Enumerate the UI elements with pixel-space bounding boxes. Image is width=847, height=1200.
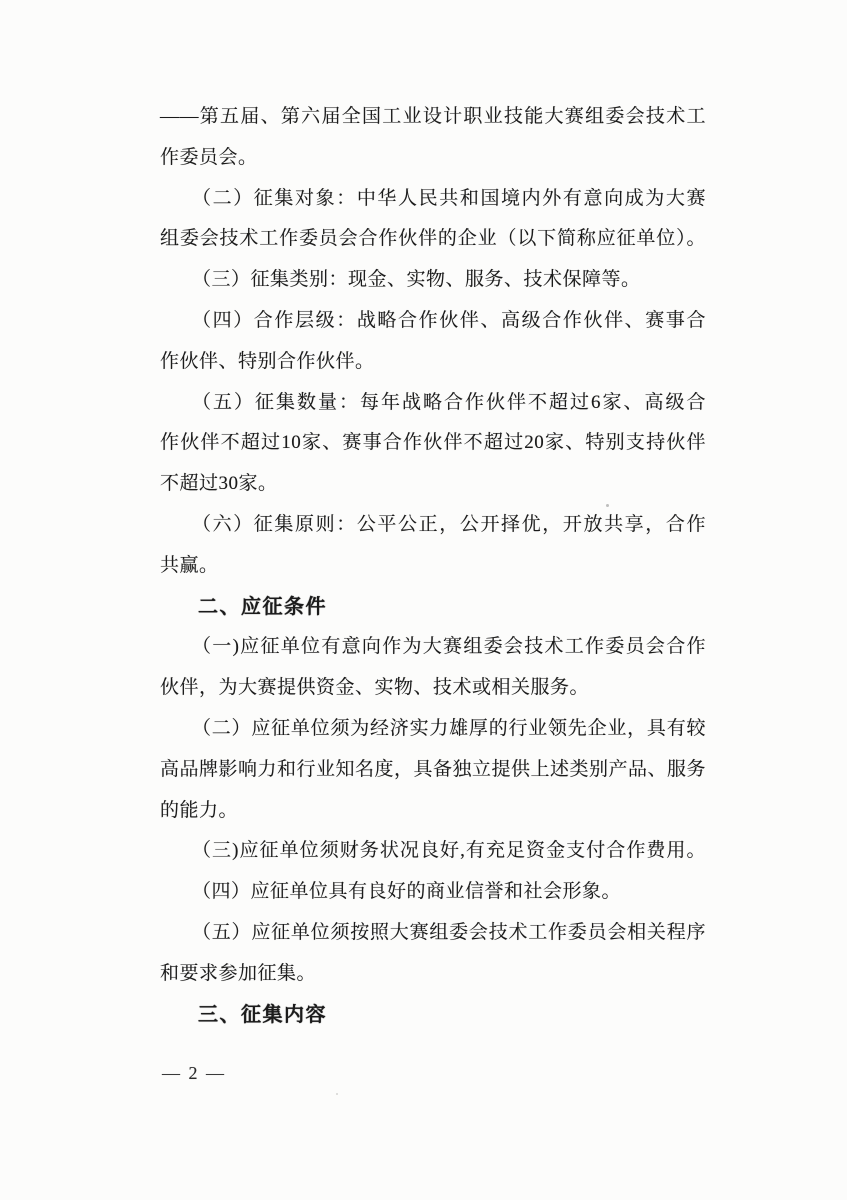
doc-line: （一)应征单位有意向作为大赛组委会技术工作委员会合作 <box>192 636 706 658</box>
doc-line: （三)应征单位须财务状况良好,有充足资金支付合作费用。 <box>192 840 706 862</box>
doc-line: 和要求参加征集。 <box>160 962 317 984</box>
doc-line: （二）应征单位须为经济实力雄厚的行业领先企业，具有较 <box>192 717 706 739</box>
doc-line: 共赢。 <box>160 554 219 576</box>
page-number: — 2 — <box>162 1063 226 1083</box>
doc-line: 作委员会。 <box>160 146 258 168</box>
scan-speck <box>606 504 609 507</box>
doc-line: （六）征集原则：公平公正，公开择优，开放共享，合作 <box>192 513 706 535</box>
doc-line: 不超过30家。 <box>160 473 278 495</box>
doc-line: 作伙伴不超过10家、赛事合作伙伴不超过20家、特别支持伙伴 <box>160 432 706 454</box>
doc-line: （五）征集数量：每年战略合作伙伴不超过6家、高级合 <box>192 391 706 413</box>
doc-line: 的能力。 <box>160 799 239 821</box>
document-body <box>160 97 706 1035</box>
doc-line: 组委会技术工作委员会合作伙伴的企业（以下简称应征单位）。 <box>160 228 706 250</box>
doc-line: 伙伴，为大赛提供资金、实物、技术或相关服务。 <box>160 677 590 699</box>
doc-line: 作伙伴、特别合作伙伴。 <box>160 350 375 372</box>
doc-line: ——第五届、第六届全国工业设计职业技能大赛组委会技术工 <box>160 106 706 127</box>
section-heading: 三、征集内容 <box>198 1003 327 1026</box>
section-heading: 二、应征条件 <box>198 595 327 618</box>
doc-line: （四）应征单位具有良好的商业信誉和社会形象。 <box>192 881 622 903</box>
doc-line: （二）征集对象：中华人民共和国境内外有意向成为大赛 <box>192 187 706 209</box>
doc-line: （五）应征单位须按照大赛组委会技术工作委员会相关程序 <box>192 921 706 943</box>
scan-speck <box>336 1093 338 1095</box>
doc-line: 高品牌影响力和行业知名度，具备独立提供上述类别产品、服务 <box>160 758 707 780</box>
doc-line: （三）征集类别：现金、实物、服务、技术保障等。 <box>192 269 641 291</box>
doc-line: （四）合作层级：战略合作伙伴、高级合作伙伴、赛事合 <box>192 309 706 331</box>
